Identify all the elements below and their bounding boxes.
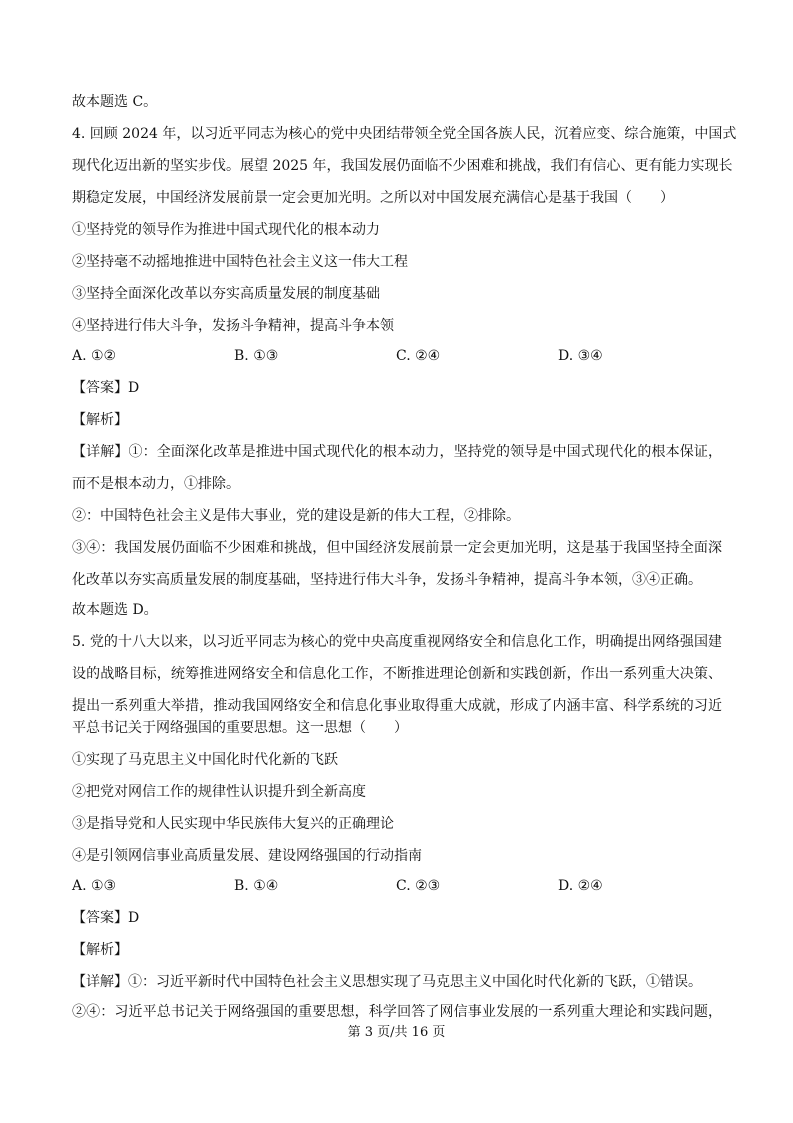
q4-option-c: C. ②④ — [396, 348, 441, 364]
q4-detail-line-3: ②：中国特色社会主义是伟大事业，党的建设是新的伟大工程，②排除。 — [72, 508, 520, 524]
q4-stem-line-3: 期稳定发展，中国经济发展前景一定会更加光明。之所以对中国发展充满信心是基于我国（ ） — [72, 190, 674, 206]
q4-statement-4: ④坚持进行伟大斗争，发扬斗争精神，提高斗争本领 — [72, 318, 394, 334]
q5-stem-line-2: 设的战略目标，统筹推进网络安全和信息化工作，不断推进理论创新和实践创新，作出一系列重大决策、 — [72, 666, 722, 682]
q5-option-a: A. ①③ — [72, 878, 117, 894]
q4-detail-line-5: 化改革以夯实高质量发展的制度基础，坚持进行伟大斗争，发扬斗争精神，提高斗争本领，③④正确。 — [72, 572, 702, 588]
q5-option-b: B. ①④ — [234, 878, 279, 894]
q4-answer: 【答案】D — [72, 380, 140, 396]
q4-detail-line-2: 而不是根本动力，①排除。 — [72, 476, 240, 492]
q4-statement-1: ①坚持党的领导作为推进中国式现代化的根本动力 — [72, 222, 380, 238]
q4-option-d: D. ③④ — [558, 348, 603, 364]
q5-statement-1: ①实现了马克思主义中国化时代化新的飞跃 — [72, 752, 338, 768]
q5-detail-line-1: 【详解】①：习近平新时代中国特色社会主义思想实现了马克思主义中国化时代化新的飞跃，①错误。 — [72, 974, 702, 990]
previous-conclusion: 故本题选 C。 — [72, 94, 158, 110]
q5-detail-line-2: ②④：习近平总书记关于网络强国的重要思想，科学回答了网信事业发展的一系列重大理论和实践问题， — [72, 1004, 722, 1020]
q5-statement-2: ②把党对网信工作的规律性认识提升到全新高度 — [72, 784, 366, 800]
page-footer: 第 3 页/共 16 页 — [347, 1025, 446, 1040]
q4-stem-line-1: 4. 回顾 2024 年，以习近平同志为核心的党中央团结带领全党全国各族人民，沉着应变、综合施策，中国式 — [72, 126, 737, 142]
q4-detail-line-1: 【详解】①：全面深化改革是推进中国式现代化的根本动力，坚持党的领导是中国式现代化的根本保证， — [72, 444, 722, 460]
q5-option-d: D. ②④ — [558, 878, 603, 894]
q5-option-c: C. ②③ — [396, 878, 441, 894]
q5-statement-4: ④是引领网信事业高质量发展、建设网络强国的行动指南 — [72, 848, 422, 864]
q4-statement-3: ③坚持全面深化改革以夯实高质量发展的制度基础 — [72, 286, 380, 302]
q4-detail-line-4: ③④：我国发展仍面临不少困难和挑战，但中国经济发展前景一定会更加光明，这是基于我国坚持全面深 — [72, 540, 722, 556]
q5-stem-line-1: 5. 党的十八大以来，以习近平同志为核心的党中央高度重视网络安全和信息化工作，明确提出网络强国建 — [72, 634, 722, 650]
q5-stem-line-3: 提出一系列重大举措，推动我国网络安全和信息化事业取得重大成就，形成了内涵丰富、科学系统的习近 — [72, 698, 722, 714]
q4-option-a: A. ①② — [72, 348, 117, 364]
q5-answer: 【答案】D — [72, 910, 140, 926]
q4-analysis-heading: 【解析】 — [72, 412, 128, 428]
q4-option-b: B. ①③ — [234, 348, 279, 364]
q5-analysis-heading: 【解析】 — [72, 942, 128, 958]
q4-conclusion: 故本题选 D。 — [72, 602, 158, 618]
q4-stem-line-2: 现代化迈出新的坚实步伐。展望 2025 年，我国发展仍面临不少困难和挑战，我们有信心、更有能力实现长 — [72, 158, 733, 174]
q4-statement-2: ②坚持毫不动摇地推进中国特色社会主义这一伟大工程 — [72, 254, 408, 270]
q5-statement-3: ③是指导党和人民实现中华民族伟大复兴的正确理论 — [72, 816, 394, 832]
q5-stem-line-4: 平总书记关于网络强国的重要思想。这一思想（ ） — [72, 720, 408, 736]
